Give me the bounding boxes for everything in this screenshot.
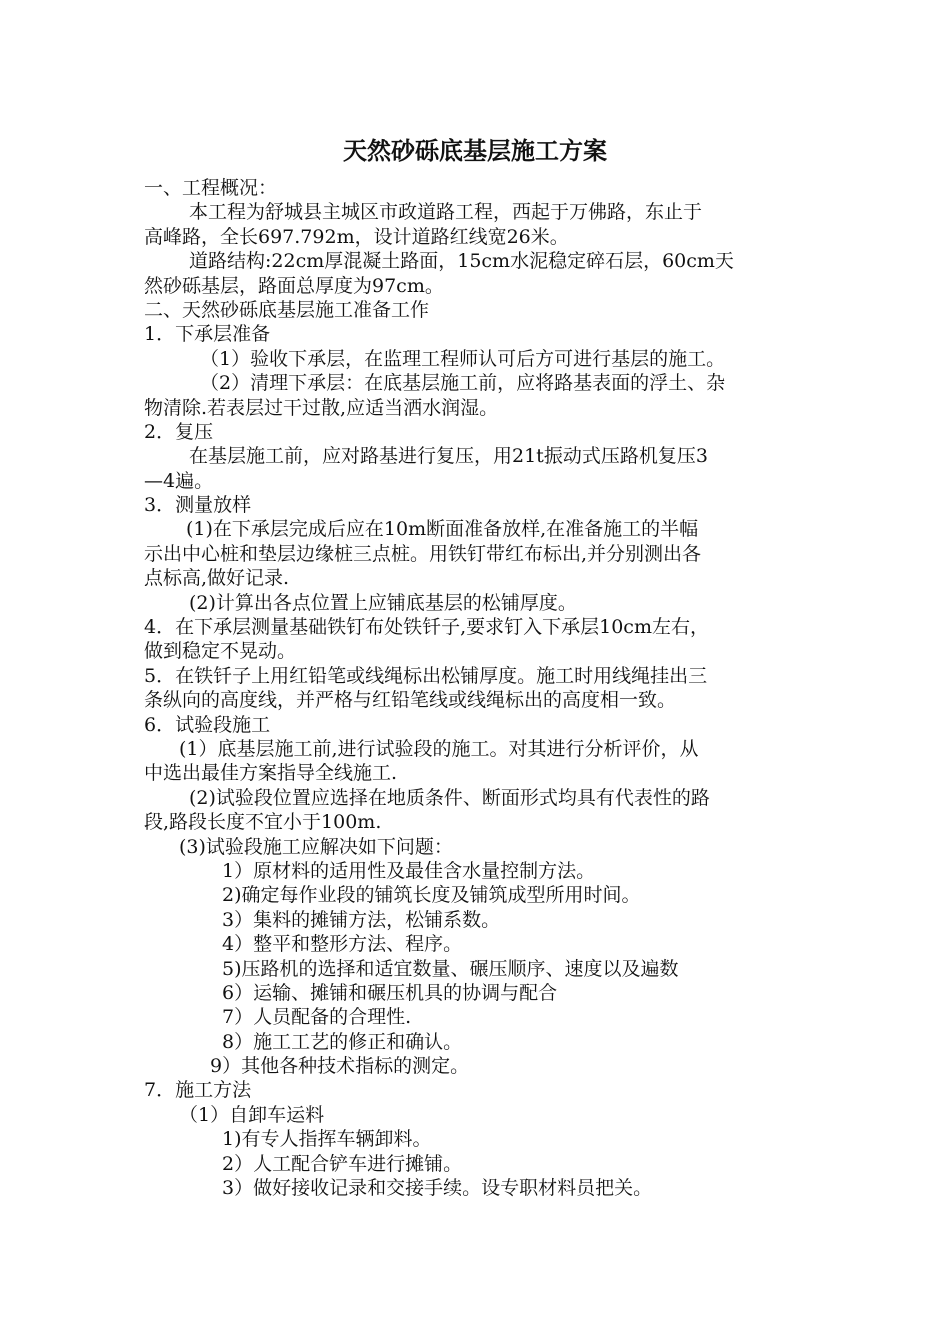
subsection-heading: 4．在下承层测量基础铁钉布处铁钎子,要求钉入下承层10cm左右，	[144, 616, 709, 639]
paragraph-line: (1)在下承层完成后应在10m断面准备放样,在准备施工的半幅	[186, 518, 699, 541]
paragraph-line: 道路结构:22cm厚混凝土路面，15cm水泥稳定碎石层，60cm天	[189, 250, 734, 273]
subsection-heading: 2．复压	[144, 420, 214, 443]
paragraph-line: 然砂砾基层，路面总厚度为97cm。	[144, 274, 444, 297]
document-title: 天然砂砾底基层施工方案	[343, 137, 607, 165]
paragraph-line: 做到稳定不晃动。	[144, 640, 297, 663]
subsection-heading: 6．试验段施工	[144, 713, 271, 736]
paragraph-line: 段,路段长度不宜小于100m.	[144, 811, 382, 834]
paragraph-line: （2）清理下承层：在底基层施工前，应将路基表面的浮土、杂	[200, 372, 726, 395]
list-item: 8）施工工艺的修正和确认。	[222, 1030, 463, 1053]
paragraph-line: 本工程为舒城县主城区市政道路工程，西起于万佛路，东止于	[189, 201, 703, 224]
paragraph-line: 在基层施工前，应对路基进行复压，用21t振动式压路机复压3	[189, 445, 708, 468]
paragraph-line: (3)试验段施工应解决如下问题：	[179, 835, 453, 858]
paragraph-line: （1）自卸车运料	[179, 1103, 325, 1126]
paragraph-line: 高峰路，全长697.792m，设计道路红线宽26米。	[144, 225, 569, 248]
list-item: 6）运输、摊铺和碾压机具的协调与配合	[222, 981, 558, 1004]
paragraph-line: (1）底基层施工前,进行试验段的施工。对其进行分析评价，从	[179, 737, 699, 760]
list-item: 2）人工配合铲车进行摊铺。	[222, 1152, 463, 1175]
list-item: 3）做好接收记录和交接手续。设专职材料员把关。	[222, 1177, 653, 1200]
subsection-heading: 7．施工方法	[144, 1079, 252, 1102]
paragraph-line: —4遍。	[144, 469, 214, 492]
paragraph-line: 条纵向的高度线，并严格与红铅笔线或线绳标出的高度相一致。	[144, 689, 677, 712]
paragraph-line: 物清除.若表层过干过散,应适当洒水润湿。	[144, 396, 499, 419]
subsection-heading: 3．测量放样	[144, 494, 252, 517]
list-item: 9）其他各种技术指标的测定。	[210, 1055, 470, 1078]
subsection-heading: 5．在铁钎子上用红铅笔或线绳标出松铺厚度。施工时用线绳挂出三	[144, 664, 708, 687]
paragraph-line: 中选出最佳方案指导全线施工.	[144, 762, 398, 785]
paragraph-line: （1）验收下承层，在监理工程师认可后方可进行基层的施工。	[200, 347, 726, 370]
list-item: 7）人员配备的合理性.	[222, 1006, 412, 1029]
document-body	[144, 176, 808, 1200]
paragraph-line: 示出中心桩和垫层边缘桩三点桩。用铁钉带红布标出,并分别测出各	[144, 542, 702, 565]
list-item: 3）集料的摊铺方法，松铺系数。	[222, 908, 501, 931]
subsection-heading: 1．下承层准备	[144, 323, 271, 346]
paragraph-line: 点标高,做好记录.	[144, 567, 290, 590]
section-heading: 二、天然砂砾底基层施工准备工作	[144, 298, 430, 321]
list-item: 1)有专人指挥车辆卸料。	[222, 1128, 432, 1151]
list-item: 5)压路机的选择和适宜数量、碾压顺序、速度以及遍数	[222, 957, 679, 980]
paragraph-line: (2)计算出各点位置上应铺底基层的松铺厚度。	[189, 591, 577, 614]
paragraph-line: (2)试验段位置应选择在地质条件、断面形式均具有代表性的路	[189, 786, 710, 809]
list-item: 2)确定每作业段的铺筑长度及铺筑成型所用时间。	[222, 884, 641, 907]
list-item: 1）原材料的适用性及最佳含水量控制方法。	[222, 859, 596, 882]
list-item: 4）整平和整形方法、程序。	[222, 933, 463, 956]
section-heading: 一、工程概况：	[144, 177, 278, 199]
